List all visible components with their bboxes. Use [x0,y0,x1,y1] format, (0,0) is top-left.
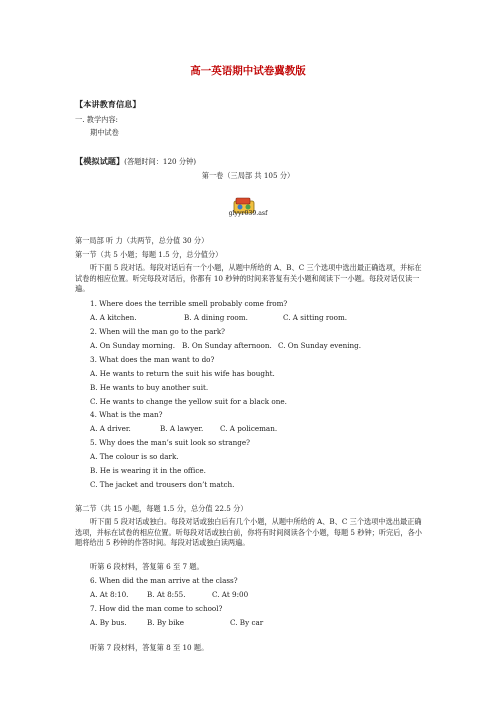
part-one-title: 第一局部 听 力（共两节，总分值 30 分） [75,236,209,245]
instructions-section-two: 听下面 5 段对话或独白。每段对话或独白后有几个小题，从题中所给的 A、B、C 三个选项中选出最正确选项，并标在试卷的相应位置。听每段对话或独白前，你将有时间阅读各个小题，每题 5 秒钟；听完后，各小题将给出 5 秒钟的作答时间。每段对话或独白读两遍。 [75,517,422,547]
question-7-option-b: B. By bike [147,618,184,627]
question-4-option-a: A. A driver. [90,424,131,433]
question-1-option-b: B. A dining room. [184,313,248,322]
question-1-option-a: A. A kitchen. [90,313,137,322]
question-3-option-b: B. He wants to buy another suit. [90,383,209,392]
question-3-option-c: C. He wants to change the yellow suit for a black one. [90,397,287,406]
question-3-option-a: A. He wants to return the suit his wife has bought. [90,369,275,378]
question-5-option-c: C. The jacket and trousers don’t match. [90,480,235,489]
question-7-option-a: A. By bus. [90,618,127,627]
question-6-option-b: B. At 8:55. [147,590,186,599]
question-2-option-a: A. On Sunday morning. [90,341,176,350]
part-one-section-one: 第一节（共 5 小题；每题 1.5 分，总分值分） [75,250,223,259]
content-value: 期中试卷 [90,128,119,137]
exam-time-note: (答题时间：120 分钟) [124,157,197,166]
page-title: 高一英语期中试卷冀教版 [190,65,306,77]
question-5-option-b: B. He is wearing it in the office. [90,466,206,475]
instructions-section-one: 听下面 5 段对话。每段对话后有一个小题，从题中所给的 A、B、C 三个选项中选出最正确选项，并标在试卷的相应位置。听完每段对话后，你都有 10 秒钟的时间来答复有关小题和阅读下一小题。每段对话仅读一遍。 [75,263,422,293]
question-2: 2. When will the man go to the park? [90,327,226,336]
section-header-exam [75,157,196,166]
material-7-note: 听第 7 段材料，答复第 8 至 10 题。 [90,643,209,652]
content-label: 一. 教学内容: [75,115,118,124]
question-6: 6. When did the man arrive at the class? [90,576,238,585]
question-4: 4. What is the man? [90,410,163,419]
question-5: 5. Why does the man’s suit look so strange? [90,438,251,447]
question-7-option-c: C. By car [230,618,264,627]
question-1-option-c: C. A sitting room. [283,313,348,322]
volume-title: 第一卷（三局部 共 105 分） [201,171,295,180]
media-file-caption[interactable]: glyyr039.asf [228,210,268,217]
question-4-option-c: C. A policeman. [220,424,278,433]
material-6-note: 听第 6 段材料，答复第 6 至 7 题。 [90,562,204,571]
question-1: 1. Where does the terrible smell probably come from? [90,299,288,308]
question-2-option-b: B. On Sunday afternoon. [182,341,272,350]
exam-header-label: 【模拟试题】 [75,156,125,166]
question-5-option-a: A. The colour is so dark. [90,452,179,461]
question-2-option-c: C. On Sunday evening. [278,341,362,350]
question-4-option-b: B. A lawyer. [160,424,204,433]
part-one-section-two: 第二节（共 15 小题，每题 1.5 分，总分值 22.5 分） [75,504,248,513]
question-6-option-a: A. At 8:10. [90,590,129,599]
question-7: 7. How did the man come to school? [90,604,223,613]
section-header-info: 【本讲教育信息】 [75,99,141,109]
question-6-option-c: C. At 9:00 [212,590,249,599]
question-3: 3. What does the man want to do? [90,355,215,364]
